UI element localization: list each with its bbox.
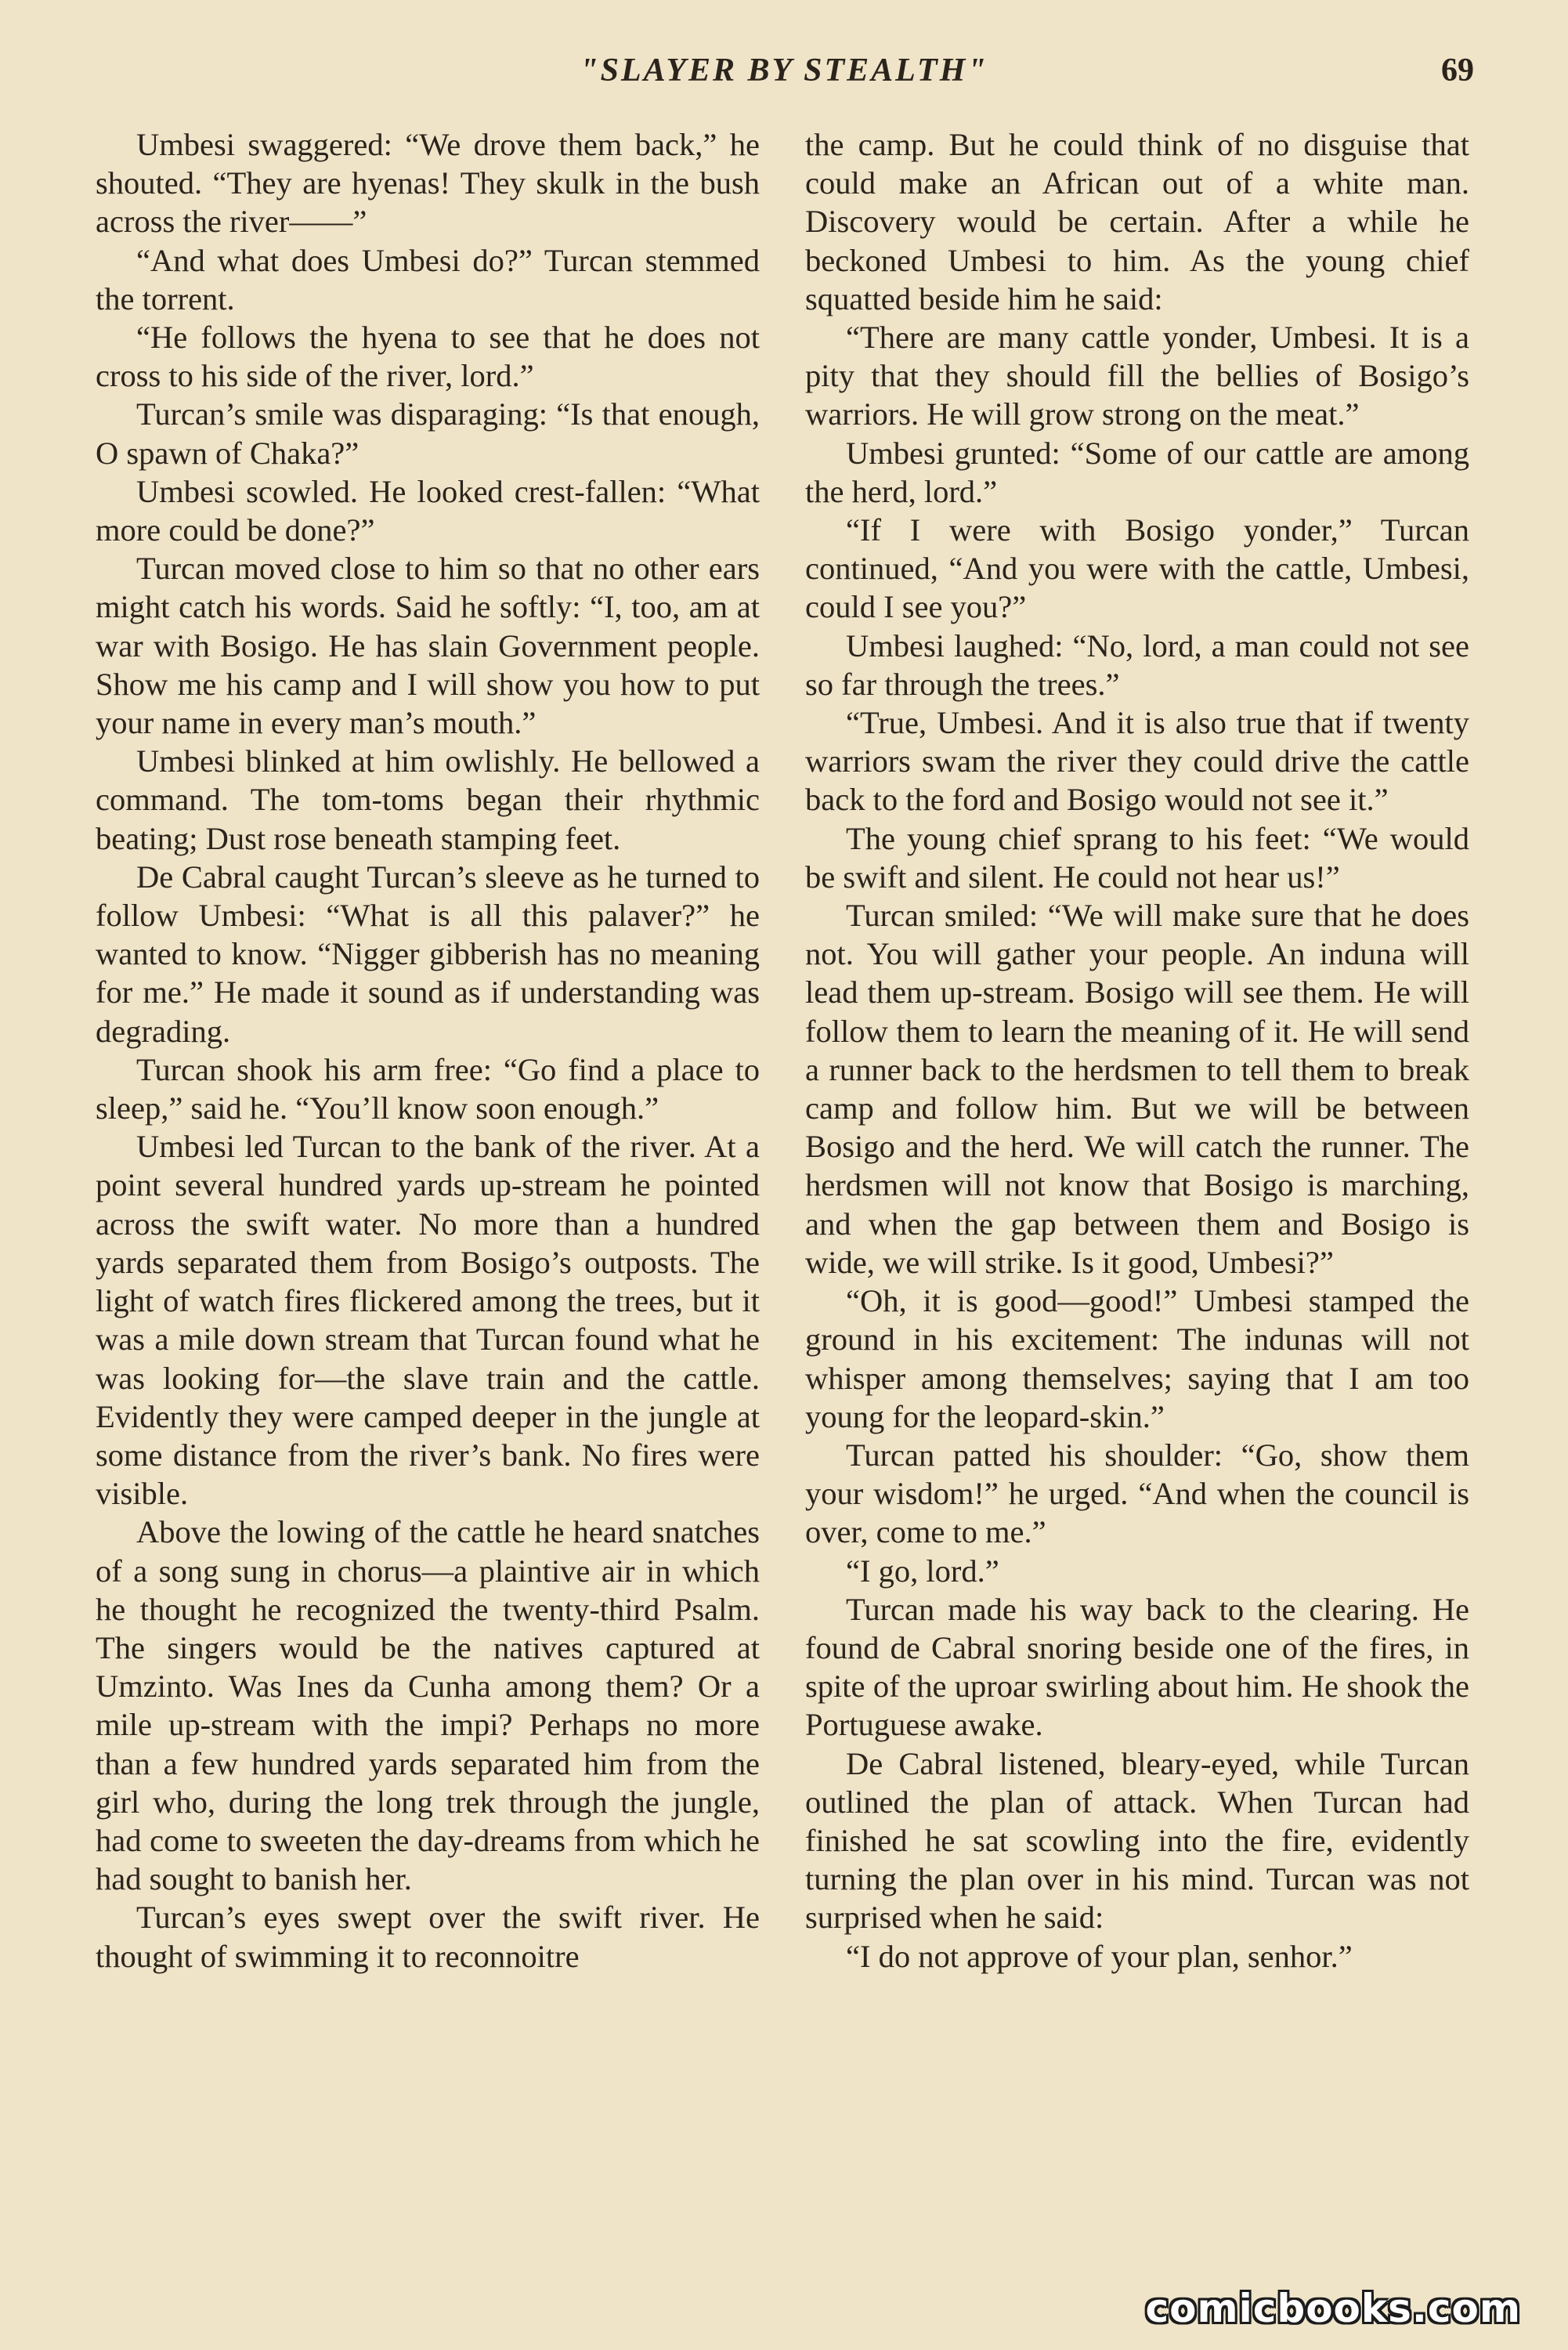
watermark-logo: comicbooks.com [1145, 2286, 1521, 2331]
paragraph: Turcan patted his shoulder: “Go, show them your wisdom!” he urged. “And when the council is over, come to me.” [805, 1437, 1469, 1550]
left-column [96, 125, 760, 1976]
paragraph: Umbesi scowled. He looked crest-fallen: “What more could be done?” [96, 473, 760, 548]
paragraph: De Cabral caught Turcan’s sleeve as he turned to follow Umbesi: “What is all this palaver?” he wanted to know. “Nigger gibberish has no meaning for me.” He made it sound as if understanding was degrading. [96, 859, 760, 1049]
right-column [805, 125, 1469, 1976]
running-head [94, 52, 1474, 99]
paragraph: “Oh, it is good—good!” Umbesi stamped the ground in his excitement: The indunas will not whisper among themselves; saying that I am too young for the leopard-skin.” [805, 1283, 1469, 1434]
paragraph: Umbesi led Turcan to the bank of the river. At a point several hundred yards up-stream he pointed across the swift water. No more than a hundred yards separated them from Bosigo’s outposts. The light of watch fires flickered among the trees, but it was a mile down stream that Turcan found what he was looking for—the slave train and the cattle. Evidently they were camped deeper in the jungle at some distance from the river’s bank. No fires were visible. [96, 1129, 760, 1512]
paragraph: Turcan made his way back to the clearing. He found de Cabral snoring beside one of the fires, in spite of the uproar swirling about him. He shook the Portuguese awake. [805, 1591, 1469, 1743]
paragraph: Umbesi swaggered: “We drove them back,” he shouted. “They are hyenas! They skulk in the bush across the river——” [96, 127, 760, 240]
paragraph: Umbesi laughed: “No, lord, a man could not see so far through the trees.” [805, 627, 1469, 702]
paragraph: Above the lowing of the cattle he heard snatches of a song sung in chorus—a plaintive air in which he thought he recognized the twenty-third Psalm. The singers would be the natives captured at Umzinto. Was Ines da Cunha among them? Or a mile up-stream with the impi? Perhaps no more than a few hundred yards separated him from the girl who, during the long trek through the jungle, had come to sweeten the day-dreams from which he had sought to banish her. [96, 1514, 760, 1897]
paragraph: “I do not approve of your plan, senhor.” [846, 1938, 1353, 1974]
paragraph: Umbesi blinked at him owlishly. He bellowed a command. The tom-toms began their rhythmic beating; Dust rose beneath stamping feet. [96, 743, 760, 856]
paragraph: Turcan’s eyes swept over the swift river. He thought of swimming it to reconnoitre [96, 1900, 760, 1974]
running-title: "SLAYER BY STEALTH" [580, 52, 988, 89]
paragraph: Umbesi grunted: “Some of our cattle are among the herd, lord.” [805, 435, 1469, 509]
paragraph: Turcan shook his arm free: “Go find a place to sleep,” said he. “You’ll know soon enough.” [96, 1051, 760, 1126]
paragraph: “True, Umbesi. And it is also true that if twenty warriors swam the river they could drive the cattle back to the ford and Bosigo would not see it.” [805, 705, 1469, 818]
paragraph: Turcan’s smile was disparaging: “Is that enough, O spawn of Chaka?” [96, 396, 760, 471]
paragraph: The young chief sprang to his feet: “We would be swift and silent. He could not hear us!” [805, 820, 1469, 895]
paragraph: De Cabral listened, bleary-eyed, while Turcan outlined the plan of attack. When Turcan had finished he sat scowling into the fire, evidently turning the plan over in his mind. Turcan was not surprised when he said: [805, 1745, 1469, 1936]
paragraph: “He follows the hyena to see that he does not cross to his side of the river, lord.” [96, 320, 760, 394]
paragraph-continuation: the camp. But he could think of no disguise that could make an African out of a white man. Discovery would be certain. After a while he beckoned Umbesi to him. As the young chief squatted beside him he said: [805, 127, 1469, 316]
paragraph: “I go, lord.” [846, 1553, 999, 1589]
paragraph: “And what does Umbesi do?” Turcan stemmed the torrent. [96, 242, 760, 316]
paragraph: “If I were with Bosigo yonder,” Turcan continued, “And you were with the cattle, Umbesi, could I see you?” [805, 512, 1469, 625]
paragraph: Turcan moved close to him so that no other ears might catch his words. Said he softly: “I, too, am at war with Bosigo. He has slain Government people. Show me his camp and I will show you how to put your name in every man’s mouth.” [96, 551, 760, 741]
paragraph: “There are many cattle yonder, Umbesi. It is a pity that they should fill the bellies of Bosigo’s warriors. He will grow strong on the meat.” [805, 320, 1469, 432]
paragraph: Turcan smiled: “We will make sure that he does not. You will gather your people. An induna will lead them up-stream. Bosigo will see them. He will follow them to learn the meaning of it. He will send a runner back to the herdsmen to tell them to break camp and follow him. But we will be between Bosigo and the herd. We will catch the runner. The herdsmen will not know that Bosigo is marching, and when the gap between them and Bosigo is wide, we will strike. Is it good, Umbesi?” [805, 898, 1469, 1280]
page-number: 69 [1441, 52, 1474, 89]
